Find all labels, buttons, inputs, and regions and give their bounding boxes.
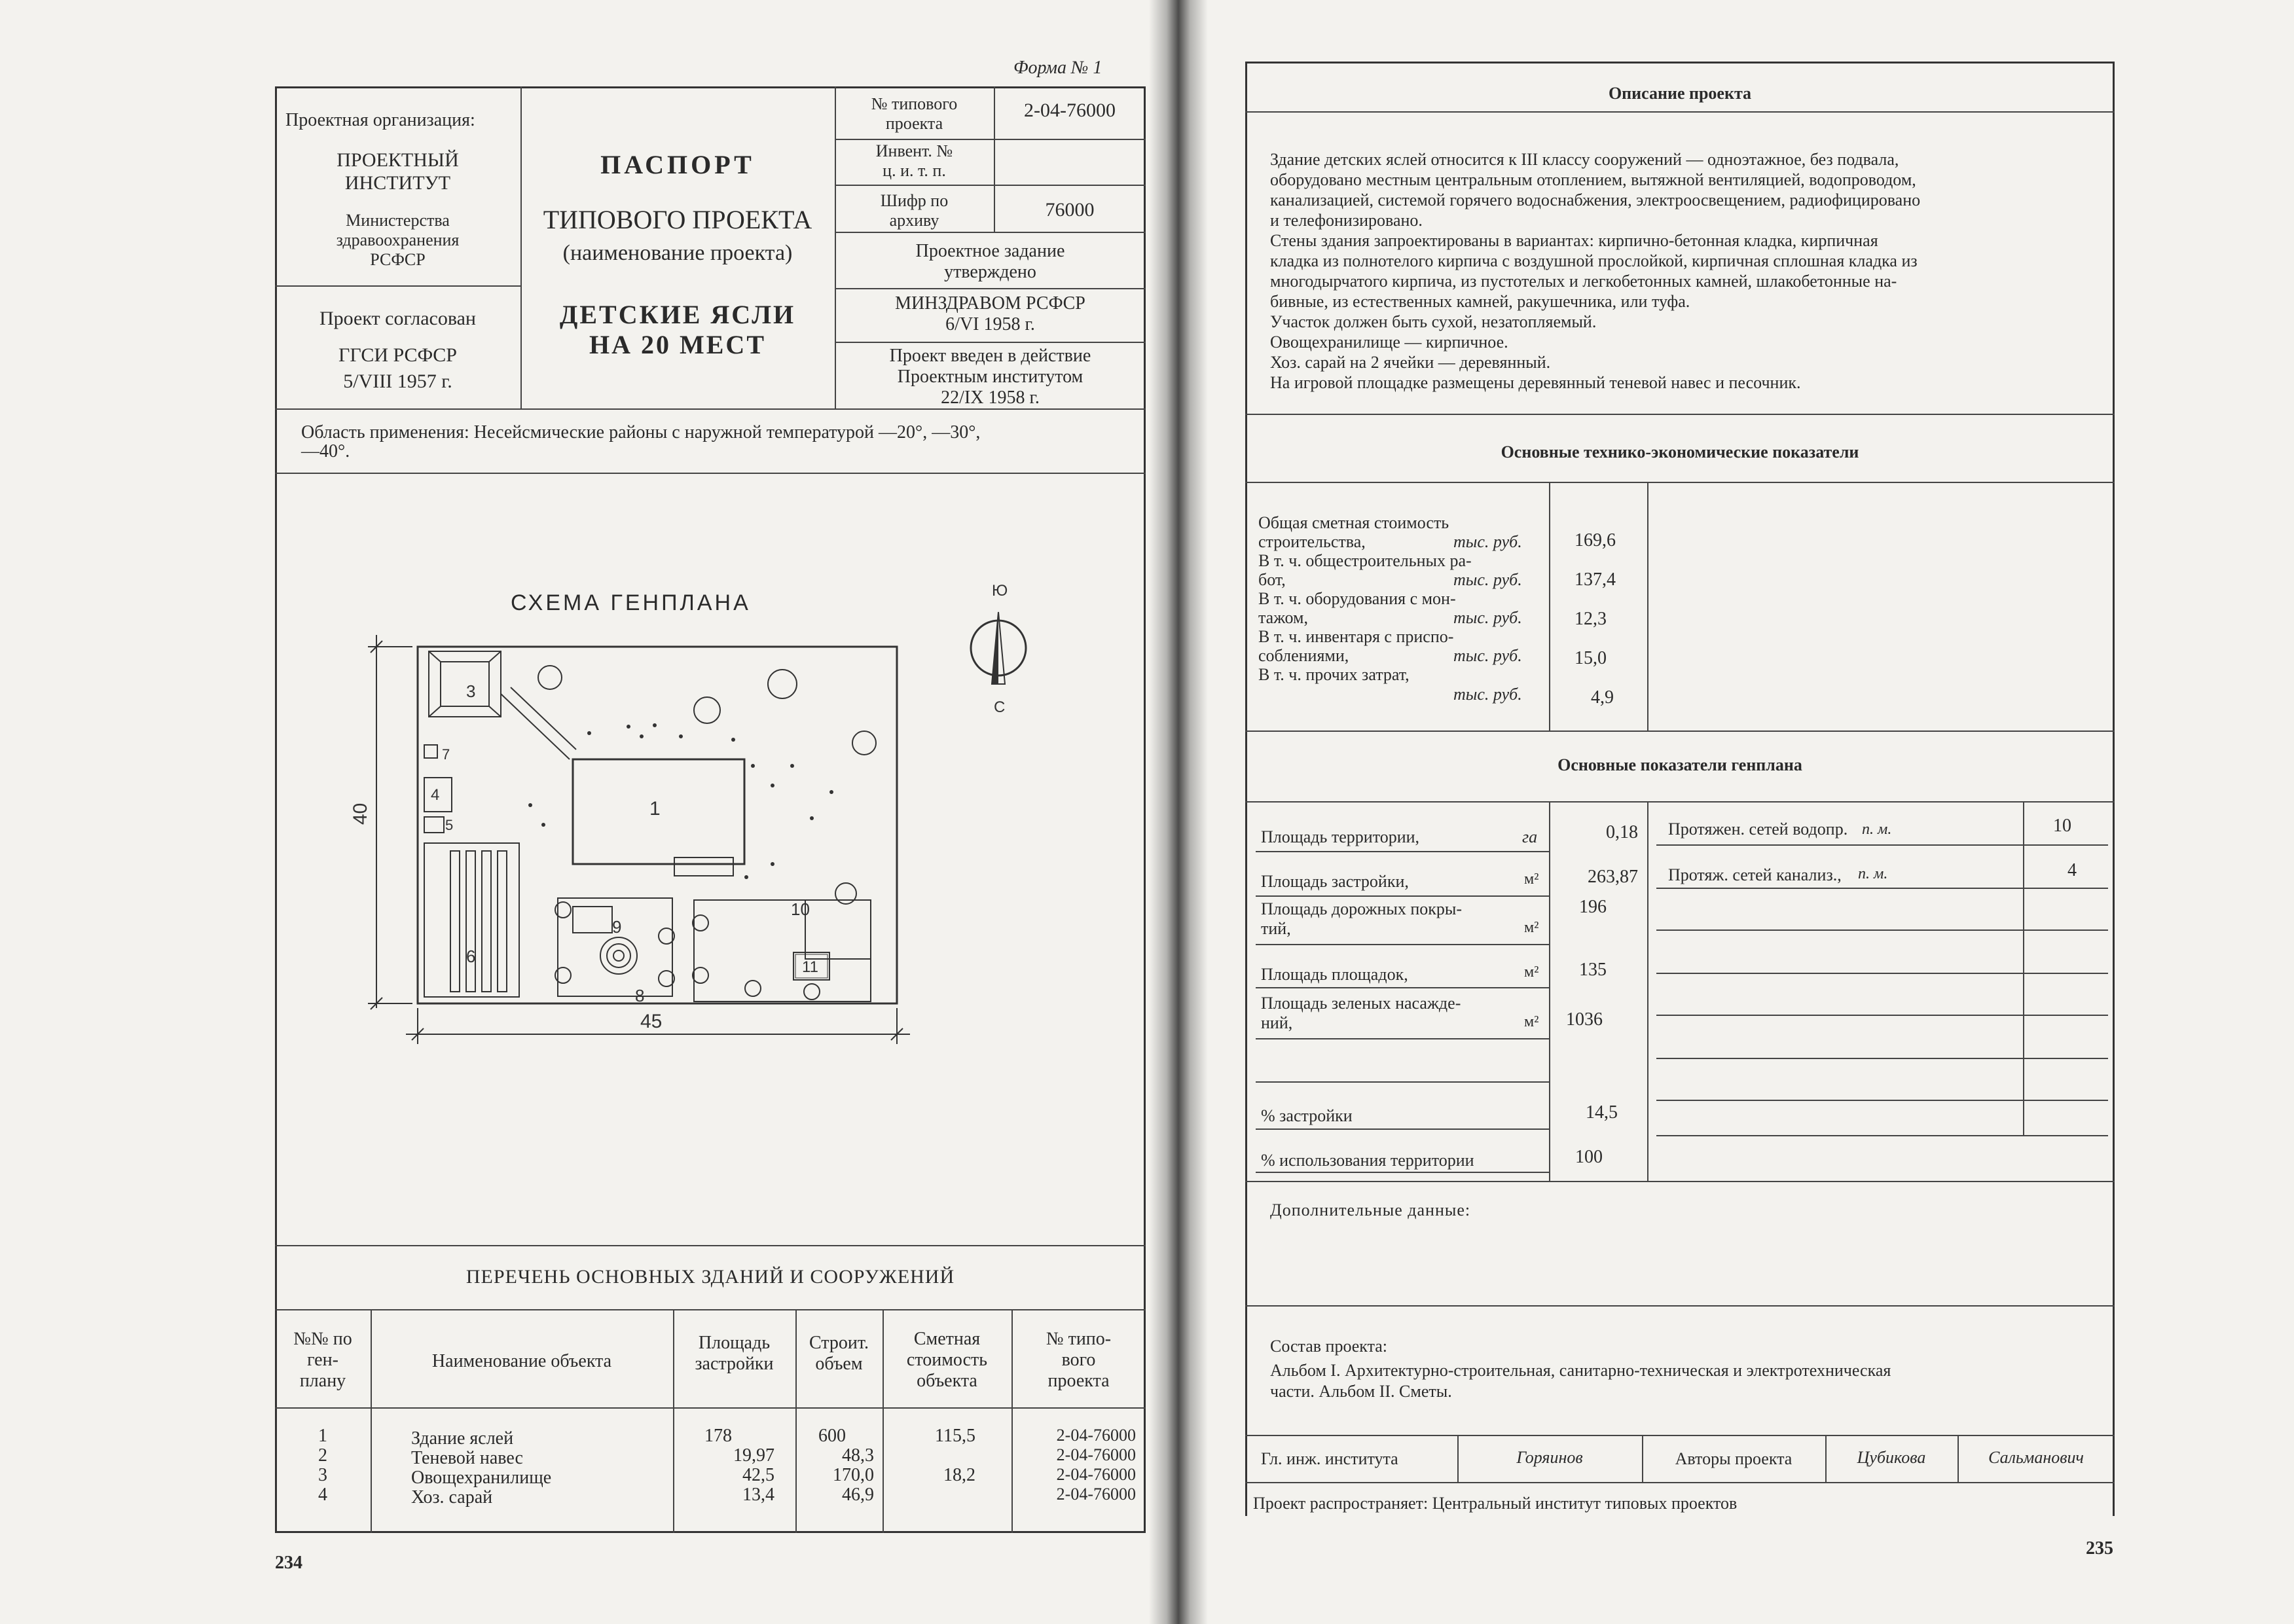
tech-unit: тыс. руб. (1453, 532, 1522, 551)
label-7: 7 (442, 746, 450, 763)
page-number-left: 234 (275, 1553, 302, 1573)
plan-unit: га (1522, 827, 1538, 846)
net-label: Протяжен. сетей водопр. (1668, 820, 1848, 839)
typ-no-label: № типового проекта (871, 94, 958, 133)
tech-value: 12,3 (1575, 609, 1607, 629)
book-spine-shadow (1149, 0, 1208, 1624)
label-9: 9 (612, 917, 622, 937)
net-unit: п. м. (1858, 865, 1888, 882)
label-6: 6 (466, 947, 476, 966)
plan-unit: м² (1524, 871, 1539, 888)
approved-by: МИНЗДРАВОМ РСФСР 6/VI 1958 г. (895, 293, 1085, 335)
chief-label: Гл. инж. института (1261, 1449, 1398, 1468)
tech-value: 4,9 (1591, 687, 1614, 708)
cell: 600 (818, 1426, 846, 1446)
plan-value: 196 (1579, 897, 1607, 917)
buildings-title: ПЕРЕЧЕНЬ ОСНОВНЫХ ЗДАНИЙ И СООРУЖЕНИЙ (465, 1266, 955, 1288)
plan-label: Площадь застройки, (1261, 872, 1409, 891)
col-volume: Строит. объем (809, 1333, 869, 1375)
plan-value: 135 (1579, 960, 1607, 980)
project-name: ДЕТСКИЕ ЯСЛИ НА 20 МЕСТ (559, 300, 796, 359)
assignment-label: Проектное задание утверждено (915, 241, 1065, 283)
cell: 2 (318, 1445, 327, 1466)
composition-label: Состав проекта: (1270, 1337, 1388, 1356)
sandbox (600, 937, 637, 974)
inv-label: Инвент. № ц. и. т. п. (875, 141, 953, 180)
plan-value: 1036 (1566, 1009, 1603, 1030)
tech-unit: тыс. руб. (1453, 608, 1522, 627)
extra-data-label: Дополнительные данные: (1270, 1200, 1471, 1219)
tech-label: Общая сметная стоимость строительства, (1258, 513, 1449, 551)
tech-label: В т. ч. общестроительных ра- бот, (1258, 551, 1472, 589)
cell: 3 (318, 1465, 327, 1485)
cell: 170,0 (833, 1465, 874, 1485)
playground-10 (694, 900, 871, 1001)
ministry-name: Министерства здравоохранения РСФСР (336, 211, 460, 269)
cell: Здание яслей (411, 1428, 514, 1449)
agreed-label: Проект согласован (319, 308, 476, 329)
garden-6 (424, 843, 519, 997)
col-area: Площадь застройки (695, 1333, 774, 1375)
desc-line: Овощехранилище — кирпичное. (1270, 333, 1508, 352)
cipher-label: Шифр по архиву (880, 191, 949, 230)
plan-label: Площадь площадок, (1261, 965, 1408, 984)
desc-line: бивные, из естественных камней, ракушечника, или туфа. (1270, 292, 1690, 311)
tech-value: 15,0 (1575, 648, 1607, 668)
cell: 178 (704, 1426, 732, 1446)
author-1: Цубикова (1857, 1448, 1926, 1467)
desc-line: На игровой площадке размещены деревянный теневой навес и песочник. (1270, 373, 1801, 392)
tech-label: В т. ч. оборудования с мон- тажом, (1258, 589, 1456, 627)
cell: 2-04-76000 (1056, 1465, 1136, 1484)
net-unit: п. м. (1862, 821, 1892, 838)
agreed-by: ГГСИ РСФСР (338, 344, 457, 366)
cipher-value: 76000 (1045, 199, 1095, 221)
cell: 46,9 (842, 1485, 874, 1505)
desc-line: Хоз. сарай на 2 ячейки — деревянный. (1270, 353, 1551, 372)
label-3: 3 (466, 681, 476, 701)
plan-value: 100 (1575, 1147, 1603, 1167)
cell: Теневой навес (411, 1448, 523, 1468)
tech-label: В т. ч. прочих затрат, (1258, 665, 1410, 684)
building-5 (424, 817, 444, 833)
desc-line: Участок должен быть сухой, незатопляемый. (1270, 312, 1597, 331)
trees (538, 666, 876, 1000)
tech-unit: тыс. руб. (1453, 685, 1522, 704)
desc-line: и телефонизировано. (1270, 211, 1423, 230)
desc-line: оборудовано местным центральным отоплением, вытяжной вентиляцией, водопроводом, (1270, 170, 1916, 189)
desc-line: Стены здания запроектированы в вариантах: кирпично-бетонная кладка, кирпичная (1270, 231, 1878, 250)
tech-value: 137,4 (1575, 569, 1616, 590)
passport-title: ПАСПОРТ (600, 150, 755, 179)
building-7 (424, 745, 437, 758)
tech-label: В т. ч. инвентаря с приспо- соблениями, (1258, 627, 1454, 665)
chief-name: Горяинов (1516, 1448, 1583, 1467)
cell: 115,5 (935, 1426, 975, 1446)
compass-s: С (994, 698, 1006, 716)
desc-line: кладка из полнотелого кирпича с воздушной прослойкой, кирпичная сплошная кладка из (1270, 251, 1918, 270)
description-title: Описание проекта (1608, 84, 1752, 103)
project-type: ТИПОВОГО ПРОЕКТА (543, 205, 812, 234)
net-value: 4 (2067, 860, 2077, 880)
cell: Хоз. сарай (411, 1487, 493, 1507)
col-cost: Сметная стоимость объекта (906, 1329, 988, 1392)
label-11: 11 (802, 958, 818, 976)
cell: 48,3 (842, 1445, 874, 1466)
label-10: 10 (791, 899, 810, 919)
site-plan-drawing (350, 569, 1074, 1126)
plan-unit: м² (1524, 1013, 1539, 1030)
tech-value: 169,6 (1575, 530, 1616, 550)
col-name: Наименование объекта (431, 1351, 612, 1371)
plan-unit: м² (1524, 964, 1539, 981)
col-typno: № типо- вого проекта (1046, 1329, 1112, 1392)
project-name-hint: (наименование проекта) (562, 241, 793, 265)
desc-line: Здание детских яслей относится к III классу сооружений — одноэтажное, без подвала, (1270, 150, 1899, 169)
plan-unit: м² (1524, 919, 1539, 936)
cell: 2-04-76000 (1056, 1485, 1136, 1504)
tech-unit: тыс. руб. (1453, 570, 1522, 589)
tech-unit: тыс. руб. (1453, 646, 1522, 665)
authors-label: Авторы проекта (1675, 1449, 1793, 1468)
plan-label: % застройки (1261, 1106, 1353, 1125)
plan-label: Площадь дорожных покры- тий, (1261, 899, 1462, 938)
org-label: Проектная организация: (285, 110, 475, 130)
cell: 18,2 (943, 1465, 975, 1485)
site-plan-title: СХЕМА ГЕНПЛАНА (511, 590, 751, 615)
desc-line: многодырчатого кирпича, из пустотелых и легкобетонных камней, шлакобетонные на- (1270, 272, 1897, 291)
distributor: Проект распространяет: Центральный институт типовых проектов (1253, 1494, 1738, 1513)
plan-value: 14,5 (1586, 1102, 1618, 1123)
cell: 19,97 (733, 1445, 774, 1466)
typ-no-value: 2-04-76000 (1024, 99, 1116, 121)
desc-line: канализацией, системой горячего водоснабжения, электроосвещением, радиофицировано (1270, 190, 1921, 209)
compass-n: Ю (992, 582, 1008, 600)
agreed-date: 5/VIII 1957 г. (343, 370, 452, 392)
scope-text: Область применения: Несейсмические районы с наружной температурой —20°, —30°, —40°. (301, 422, 981, 462)
plan-value: 263,87 (1588, 867, 1638, 887)
canopy-9 (573, 907, 612, 933)
cell: 2-04-76000 (1056, 1426, 1136, 1445)
description-body (1270, 149, 2103, 393)
label-1: 1 (649, 798, 661, 820)
cell: 1 (318, 1426, 327, 1446)
org-name: ПРОЕКТНЫЙ ИНСТИТУТ (337, 149, 459, 194)
plan-label: Площадь зеленых насажде- ний, (1261, 994, 1461, 1032)
net-value: 10 (2053, 816, 2071, 836)
cell: 13,4 (742, 1485, 774, 1505)
page-number-right: 235 (2086, 1538, 2113, 1559)
cell: 42,5 (742, 1465, 774, 1485)
label-8: 8 (635, 986, 645, 1005)
dim-height: 40 (350, 803, 371, 825)
playground-8 (558, 898, 672, 996)
cell: 4 (318, 1485, 327, 1505)
plan-value: 0,18 (1606, 822, 1638, 842)
form-label: Форма № 1 (1013, 58, 1102, 78)
dim-width: 45 (640, 1011, 663, 1032)
plan-label: Площадь территории, (1261, 827, 1420, 846)
cell: 2-04-76000 (1056, 1445, 1136, 1464)
tech-title: Основные технико-экономические показатели (1501, 442, 1859, 461)
col-no: №№ по ген- плану (293, 1329, 352, 1392)
composition-text: Альбом I. Архитектурно-строительная, санитарно-техническая и электротехническая части. Альбом II. Сметы. (1270, 1361, 1891, 1401)
author-2: Сальманович (1988, 1448, 2084, 1467)
enacted: Проект введен в действие Проектным институтом 22/IX 1958 г. (889, 346, 1091, 408)
label-5: 5 (445, 817, 454, 833)
plan-label: % использования территории (1261, 1151, 1474, 1170)
label-4: 4 (431, 786, 440, 804)
cell: Овощехранилище (411, 1468, 552, 1488)
plan-title: Основные показатели генплана (1557, 755, 1802, 774)
net-label: Протяж. сетей канализ., (1668, 865, 1842, 884)
